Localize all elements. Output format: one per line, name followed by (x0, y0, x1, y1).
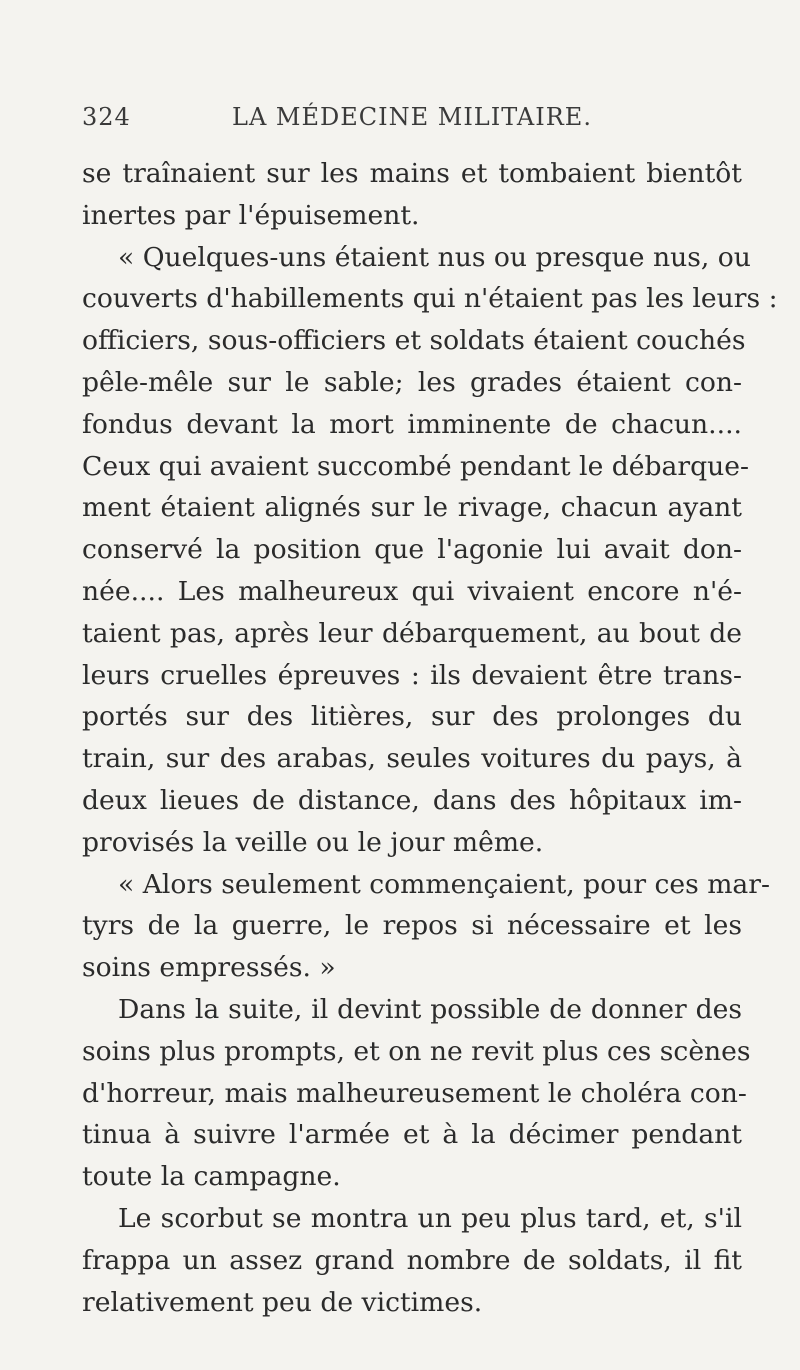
text-line: provisés la veille ou le jour même. (82, 826, 544, 858)
running-title: LA MÉDECINE MILITAIRE. (232, 103, 592, 131)
text-line: « Quelques-uns étaient nus ou presque nus, ou (118, 241, 751, 273)
text-line: tyrs de la guerre, le repos si nécessaire et les (82, 910, 742, 942)
text-line: toute la campagne. (82, 1161, 341, 1193)
text-line: officiers, sous-officiers et soldats étaient couchés (82, 325, 746, 357)
running-header (82, 103, 742, 143)
body-text (82, 153, 778, 1323)
paragraph-3 (82, 989, 751, 1198)
text-line: Ceux qui avaient succombé pendant le débarque- (82, 450, 749, 482)
paragraph-quote-2 (82, 864, 770, 989)
text-line: Le scorbut se montra un peu plus tard, et, s'il (118, 1202, 742, 1234)
text-line: née.... Les malheureux qui vivaient encore n'é- (82, 575, 742, 607)
paragraph-4 (82, 1198, 742, 1323)
text-line: pêle-mêle sur le sable; les grades étaient con- (82, 366, 742, 398)
text-line: portés sur des litières, sur des prolonges du (82, 701, 742, 733)
text-line: conservé la position que l'agonie lui avait don- (82, 534, 742, 566)
text-line: d'horreur, mais malheureusement le choléra con- (82, 1077, 747, 1109)
text-line: leurs cruelles épreuves : ils devaient être trans- (82, 659, 742, 691)
text-line: soins empressés. » (82, 952, 336, 984)
text-line: taient pas, après leur débarquement, au bout de (82, 617, 742, 649)
text-line: relativement peu de victimes. (82, 1286, 483, 1318)
paragraph-quote-1 (82, 237, 778, 864)
text-line: inertes par l'épuisement. (82, 199, 420, 231)
text-line: se traînaient sur les mains et tombaient bientôt (82, 158, 742, 189)
text-line: fondus devant la mort imminente de chacun.... (82, 408, 742, 440)
text-line: « Alors seulement commençaient, pour ces mar- (118, 868, 770, 900)
page-number: 324 (82, 103, 131, 131)
text-line: frappa un assez grand nombre de soldats, il fit (82, 1244, 742, 1276)
paragraph-continuation (82, 153, 742, 237)
text-line: ment étaient alignés sur le rivage, chacun ayant (82, 492, 742, 524)
text-line: train, sur des arabas, seules voitures du pays, à (82, 743, 742, 775)
text-line: soins plus prompts, et on ne revit plus ces scènes (82, 1035, 751, 1067)
text-line: deux lieues de distance, dans des hôpitaux im- (82, 784, 742, 816)
text-line: Dans la suite, il devint possible de donner des (118, 993, 742, 1025)
text-line: tinua à suivre l'armée et à la décimer pendant (82, 1119, 742, 1151)
text-line: couverts d'habillements qui n'étaient pas les leurs : (82, 283, 778, 315)
